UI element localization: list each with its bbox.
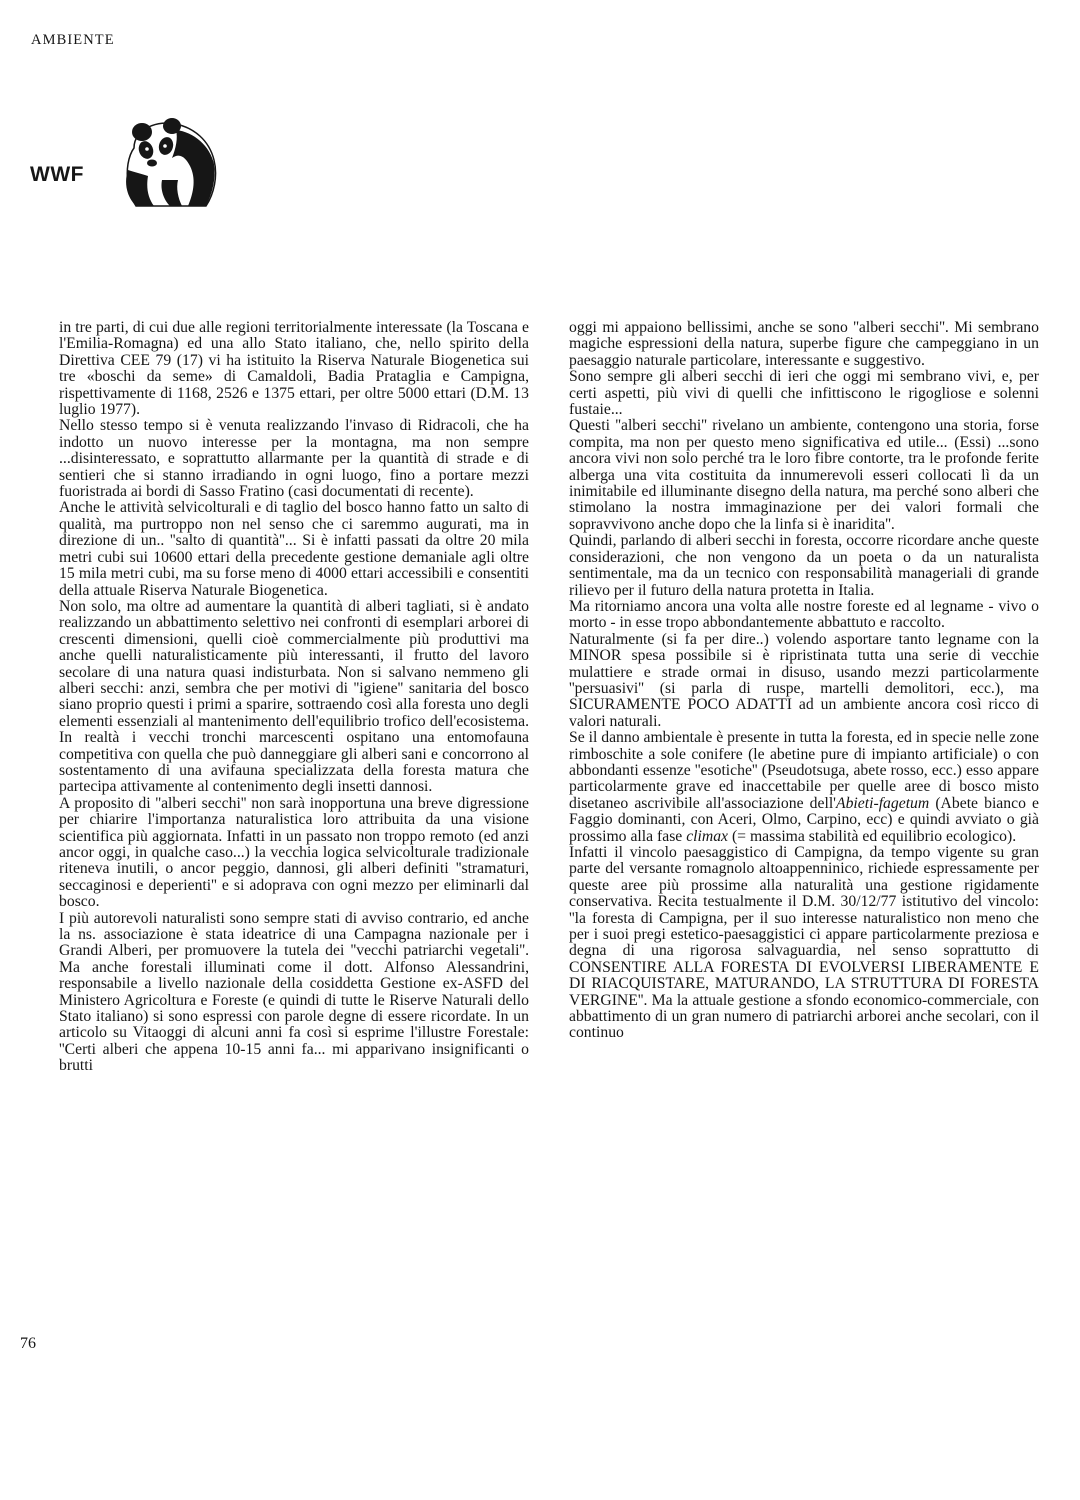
italic-term: Abieti-fagetum <box>836 794 930 812</box>
paragraph-text: (Abete bianco e Faggio dominanti, con Aceri, Olmo, Carpino, ecc) e quindi avviato o già prossimo alla fase <box>569 794 1039 845</box>
italic-term: climax <box>686 827 729 845</box>
section-title: AMBIENTE <box>31 32 115 48</box>
paragraph: Ma ritorniamo ancora una volta alle nostre foreste ed al legname - vivo o morto - in esse tropo abbondantemente abbattuto e raccolto. <box>569 597 1039 632</box>
paragraph: Sono sempre gli alberi secchi di ieri che oggi mi sembrano vivi, e, per certi aspetti, più vivi di quelli che infittiscono le rigogliose e solenni fustaie... <box>569 368 1039 419</box>
wwf-logo-text: WWF <box>30 163 84 186</box>
paragraph <box>569 730 1039 845</box>
paragraph: Naturalmente (si fa per dire..) volendo asportare tanto legname con la MINOR spesa possibile si è ripristinata tutta una serie di vecchie mulattiere e strade ormai in disuso, usando mezzi particolarmente ''persuasivi'' (si parla di ruspe, martelli demolitori, ecc.), ma SICURAMENTE POCO ADATTI ad un ambiente ancora così ricco di valori naturali. <box>569 630 1039 730</box>
paragraph: Non solo, ma oltre ad aumentare la quantità di alberi tagliati, si è andato realizzando un abbattimento selettivo nei confronti di esemplari arborei di crescenti dimensioni, quelli cioè commercialmente più produttivi ma anche quelli naturalisticamente più interessanti, il frutto del lavoro secolare di una natura quasi indisturbata. Non si salvano nemmeno gli alberi secchi: anzi, sembra che per motivi di ''igiene'' sanitaria del bosco siano proprio questi i primi a sparire, sottraendo così alla foresta uno degli elementi essenziali al mantenimento dell'equilibrio trofico dell'ecosistema. In realtà i vecchi tronchi marcescenti ospitano una entomofauna competitiva con quella che può danneggiare gli alberi sani e concorrono al sostentamento di una avifauna specializzata della foresta matura che partecipa attivamente al contenimento degli insetti dannosi. <box>59 597 529 796</box>
paragraph: A proposito di ''alberi secchi'' non sarà inopportuna una breve digressione per chiarire l'importanza naturalistica loro attribuita da una visione scientifica più aggiornata. Infatti in un passato non troppo remoto (ed anzi ancor oggi, in qualche caso...) la vecchia logica selvicolturale tradizionale riteneva inutili, o ancor peggio, dannosi, gli alberi definiti ''stramaturi, seccaginosi e deperienti'' e si adoprava con ogni mezzo per eliminarli dal bosco. <box>59 794 529 911</box>
paragraph-text: (= massima stabilità ed equilibrio ecologico). <box>728 827 1017 845</box>
paragraph: I più autorevoli naturalisti sono sempre stati di avviso contrario, ed anche la ns. associazione è stata ideatrice di una Campagna nazionale per i Grandi Alberi, per promuovere la tutela dei ''vecchi patriarchi vegetali''. Ma anche forestali illuminati come il dott. Alfonso Alessandrini, responsabile a livello nazionale della cosiddetta Gestione ex-ASFD del Ministero Agricoltura e Foreste (e quindi di tutte le Riserve Naturali dello Stato italiano) si sono espressi con parole degne di essere ricordate. In un articolo su Vitaoggi di alcuni anni fa così si esprime l'illustre Forestale: ''Certi alberi che appena 10-15 anni fa... mi apparivano insignificanti o brutti <box>59 909 529 1075</box>
paragraph: in tre parti, di cui due alle regioni territorialmente interessate (la Toscana e l'Emilia-Romagna) ed una allo Stato italiano, che, nello spirito della Direttiva CEE 79 (17) vi ha istituito la Riserva Naturale Biogenetica sui tre «boschi da seme» di Camaldoli, Badia Prataglia e Campigna, rispettivamente di 1168, 2526 e 1375 ettari, per oltre 5000 ettari (D.M. 13 luglio 1977). <box>59 319 529 419</box>
paragraph: Questi ''alberi secchi'' rivelano un ambiente, contengono una storia, forse compita, ma non per questo meno significativa ed utile... (Essi) ...sono ancora vivi non solo perché tra le loro fibre contorte, tra le profonde ferite alberga una vita costituita da innumerevoli esseri collocati lì da un inimitabile ed illuminante disegno della natura, ma perché sono alberi che stimolano la nostra immaginazione per dei valori formali che sopravvivono anche dopo che la linfa si è inaridita''. <box>569 417 1039 533</box>
paragraph: Nello stesso tempo si è venuta realizzando l'invaso di Ridracoli, che ha indotto un nuovo interesse per la montagna, ma non sempre ...disinteressato, e soprattutto allarmante per la quantità di strade e di sentieri che si stanno irradiando in ogni luogo, fino a portare mezzi fuoristrada ai bordi di Sasso Fratino (casi documentati di recente). <box>59 417 529 501</box>
article-column-left <box>59 320 529 1075</box>
wwf-logo <box>30 118 230 218</box>
paragraph-text: Se il danno ambientale è presente in tutta la foresta, ed in specie nelle zone rimboschite a sole conifere (le abetine pure di impianto artificiale) o con abbondanti essenze ''esotiche'' (Pseudotsuga, abete rosso, ecc.) esso appare particolarmente grave ed inaccettabile per quelle aree di bosco misto disetaneo ascrivibile all'associazione dell' <box>569 729 1040 812</box>
paragraph: Quindi, parlando di alberi secchi in foresta, occorre ricordare anche queste considerazioni, che non vengono da un poeta o da un naturalista sentimentale, ma da un tecnico con responsabilità manageriali di grande rilievo per il futuro della natura protetta in Italia. <box>569 532 1039 599</box>
paragraph: oggi mi appaiono bellissimi, anche se sono ''alberi secchi''. Mi sembrano magiche espressioni della natura, superbe figure che campeggiano in un paesaggio naturale particolare, interessante e suggestivo. <box>569 319 1039 369</box>
paragraph: Anche le attività selvicolturali e di taglio del bosco hanno fatto un salto di qualità, ma purtroppo non nel senso che ci saremmo augurati, ma in direzione di un.. ''salto di quantità''... Si è infatti passati da oltre 20 mila metri cubi sui 10600 ettari della precedente gestione demaniale agli oltre 15 mila metri cubi, ma su forse meno di 4000 ettari accessibili e consentiti della attuale Riserva Naturale Biogenetica. <box>59 499 529 599</box>
paragraph: Infatti il vincolo paesaggistico di Campigna, da tempo vigente su gran parte del versante romagnolo altoappenninico, richiede espressamente per queste aree più prossime alla naturalità una gestione rigidamente conservativa. Recita testualmente il D.M. 30/12/77 istitutivo del vincolo: ''la foresta di Campigna, per il suo interesse naturalistico non meno che per i suoi pregi estetico-paesaggistici ci appare particolarmente preziosa e degna di una rigorosa salvaguardia, nel senso soprattutto di CONSENTIRE ALLA FORESTA DI EVOLVERSI LIBERAMENTE E DI RIACQUISTARE, MATURANDO, LA STRUTTURA DI FORESTA VERGINE''. Ma la attuale gestione a sfondo economico-commerciale, con abbattimento di un gran numero di patriarchi arborei anche secolari, con il continuo <box>569 844 1039 1042</box>
panda-icon <box>114 118 224 213</box>
page-number: 76 <box>20 1335 36 1352</box>
article-column-right <box>569 320 1039 1042</box>
